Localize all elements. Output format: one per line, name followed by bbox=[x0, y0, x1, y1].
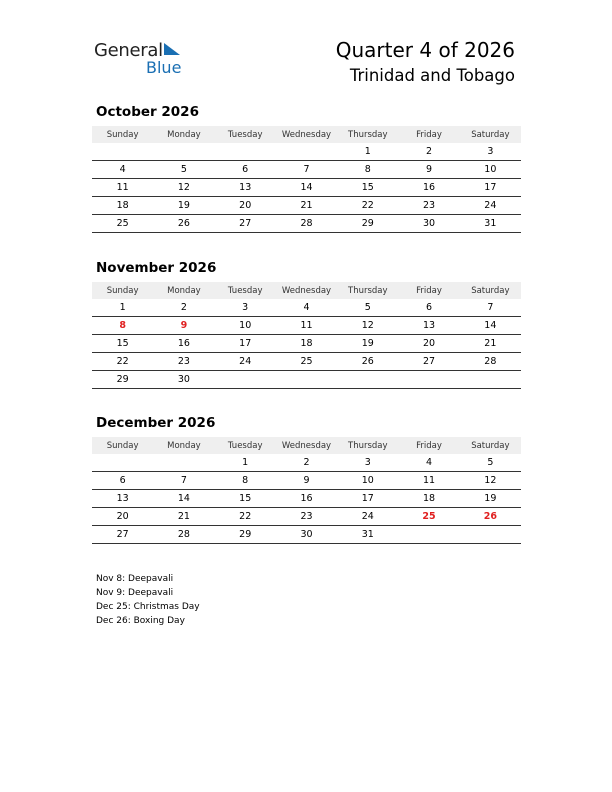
weekday-header: Sunday bbox=[92, 282, 153, 299]
day-cell: 25 bbox=[276, 353, 337, 371]
day-cell: 21 bbox=[276, 197, 337, 215]
day-cell: 12 bbox=[153, 179, 214, 197]
day-cell: 11 bbox=[398, 472, 459, 490]
day-cell: 4 bbox=[398, 454, 459, 472]
weekday-header: Tuesday bbox=[215, 126, 276, 143]
weekday-header: Wednesday bbox=[276, 126, 337, 143]
weekday-header: Friday bbox=[398, 282, 459, 299]
holiday-note: Nov 8: Deepavali bbox=[96, 574, 174, 584]
empty-day-cell bbox=[337, 371, 398, 389]
day-cell: 13 bbox=[92, 490, 153, 508]
empty-day-cell bbox=[92, 454, 153, 472]
day-cell: 17 bbox=[460, 179, 521, 197]
weekday-header: Monday bbox=[153, 437, 214, 454]
day-cell: 7 bbox=[460, 299, 521, 317]
day-cell: 16 bbox=[398, 179, 459, 197]
holiday-note: Nov 9: Deepavali bbox=[96, 588, 174, 598]
day-cell: 9 bbox=[276, 472, 337, 490]
weekday-header: Monday bbox=[153, 282, 214, 299]
day-cell: 18 bbox=[276, 335, 337, 353]
day-cell: 4 bbox=[92, 161, 153, 179]
day-cell: 29 bbox=[92, 371, 153, 389]
day-cell: 2 bbox=[276, 454, 337, 472]
week-row bbox=[92, 490, 521, 508]
week-row bbox=[92, 161, 521, 179]
day-cell: 23 bbox=[276, 508, 337, 526]
week-row bbox=[92, 353, 521, 371]
day-cell: 26 bbox=[153, 215, 214, 233]
week-row bbox=[92, 371, 521, 389]
week-row bbox=[92, 299, 521, 317]
day-cell: 21 bbox=[460, 335, 521, 353]
day-cell: 15 bbox=[337, 179, 398, 197]
empty-day-cell bbox=[460, 526, 521, 544]
day-cell: 15 bbox=[215, 490, 276, 508]
week-row bbox=[92, 317, 521, 335]
month-title: October 2026 bbox=[96, 104, 199, 120]
weekday-header: Tuesday bbox=[215, 437, 276, 454]
empty-day-cell bbox=[153, 454, 214, 472]
day-cell: 6 bbox=[92, 472, 153, 490]
week-row bbox=[92, 526, 521, 544]
day-cell: 8 bbox=[92, 317, 153, 335]
day-cell: 10 bbox=[337, 472, 398, 490]
week-row bbox=[92, 215, 521, 233]
calendar-table bbox=[92, 282, 521, 389]
weekday-header-row bbox=[92, 126, 521, 143]
day-cell: 23 bbox=[153, 353, 214, 371]
day-cell: 2 bbox=[153, 299, 214, 317]
day-cell: 30 bbox=[276, 526, 337, 544]
day-cell: 31 bbox=[337, 526, 398, 544]
day-cell: 19 bbox=[153, 197, 214, 215]
day-cell: 4 bbox=[276, 299, 337, 317]
day-cell: 1 bbox=[92, 299, 153, 317]
month-october bbox=[92, 104, 521, 233]
week-row bbox=[92, 179, 521, 197]
day-cell: 9 bbox=[153, 317, 214, 335]
empty-day-cell bbox=[153, 143, 214, 161]
day-cell: 12 bbox=[337, 317, 398, 335]
day-cell: 27 bbox=[215, 215, 276, 233]
day-cell: 6 bbox=[215, 161, 276, 179]
day-cell: 1 bbox=[337, 143, 398, 161]
day-cell: 6 bbox=[398, 299, 459, 317]
day-cell: 5 bbox=[153, 161, 214, 179]
day-cell: 7 bbox=[276, 161, 337, 179]
month-december bbox=[92, 415, 521, 544]
day-cell: 21 bbox=[153, 508, 214, 526]
day-cell: 30 bbox=[398, 215, 459, 233]
day-cell: 20 bbox=[215, 197, 276, 215]
day-cell: 26 bbox=[460, 508, 521, 526]
empty-day-cell bbox=[276, 371, 337, 389]
weekday-header: Friday bbox=[398, 126, 459, 143]
weekday-header: Thursday bbox=[337, 437, 398, 454]
holiday-note: Dec 25: Christmas Day bbox=[96, 602, 200, 612]
day-cell: 29 bbox=[337, 215, 398, 233]
day-cell: 3 bbox=[215, 299, 276, 317]
page-subtitle: Trinidad and Tobago bbox=[349, 66, 515, 85]
empty-day-cell bbox=[215, 143, 276, 161]
day-cell: 14 bbox=[460, 317, 521, 335]
week-row bbox=[92, 472, 521, 490]
weekday-header: Sunday bbox=[92, 437, 153, 454]
weekday-header: Monday bbox=[153, 126, 214, 143]
day-cell: 9 bbox=[398, 161, 459, 179]
calendar-table bbox=[92, 126, 521, 233]
month-november bbox=[92, 260, 521, 389]
day-cell: 12 bbox=[460, 472, 521, 490]
day-cell: 28 bbox=[460, 353, 521, 371]
day-cell: 27 bbox=[398, 353, 459, 371]
logo bbox=[94, 40, 194, 80]
day-cell: 11 bbox=[92, 179, 153, 197]
day-cell: 3 bbox=[337, 454, 398, 472]
weekday-header: Saturday bbox=[460, 282, 521, 299]
day-cell: 14 bbox=[276, 179, 337, 197]
day-cell: 5 bbox=[460, 454, 521, 472]
week-row bbox=[92, 508, 521, 526]
day-cell: 25 bbox=[398, 508, 459, 526]
day-cell: 25 bbox=[92, 215, 153, 233]
day-cell: 29 bbox=[215, 526, 276, 544]
day-cell: 16 bbox=[276, 490, 337, 508]
weekday-header: Wednesday bbox=[276, 437, 337, 454]
empty-day-cell bbox=[398, 526, 459, 544]
month-title: November 2026 bbox=[96, 260, 217, 276]
day-cell: 19 bbox=[337, 335, 398, 353]
day-cell: 10 bbox=[215, 317, 276, 335]
day-cell: 14 bbox=[153, 490, 214, 508]
day-cell: 23 bbox=[398, 197, 459, 215]
month-title: December 2026 bbox=[96, 415, 216, 431]
day-cell: 24 bbox=[215, 353, 276, 371]
week-row bbox=[92, 335, 521, 353]
weekday-header-row bbox=[92, 282, 521, 299]
day-cell: 26 bbox=[337, 353, 398, 371]
day-cell: 20 bbox=[92, 508, 153, 526]
day-cell: 17 bbox=[215, 335, 276, 353]
page-title: Quarter 4 of 2026 bbox=[335, 38, 515, 62]
week-row bbox=[92, 454, 521, 472]
day-cell: 17 bbox=[337, 490, 398, 508]
day-cell: 28 bbox=[276, 215, 337, 233]
day-cell: 11 bbox=[276, 317, 337, 335]
day-cell: 10 bbox=[460, 161, 521, 179]
day-cell: 18 bbox=[398, 490, 459, 508]
logo-triangle-icon bbox=[160, 43, 180, 57]
day-cell: 22 bbox=[92, 353, 153, 371]
empty-day-cell bbox=[276, 143, 337, 161]
day-cell: 8 bbox=[337, 161, 398, 179]
day-cell: 1 bbox=[215, 454, 276, 472]
day-cell: 31 bbox=[460, 215, 521, 233]
weekday-header: Saturday bbox=[460, 437, 521, 454]
day-cell: 30 bbox=[153, 371, 214, 389]
logo-word-blue: Blue bbox=[146, 58, 182, 77]
logo-word-general: General bbox=[94, 40, 163, 61]
day-cell: 24 bbox=[337, 508, 398, 526]
weekday-header-row bbox=[92, 437, 521, 454]
day-cell: 2 bbox=[398, 143, 459, 161]
day-cell: 8 bbox=[215, 472, 276, 490]
weekday-header: Thursday bbox=[337, 282, 398, 299]
empty-day-cell bbox=[215, 371, 276, 389]
week-row bbox=[92, 143, 521, 161]
day-cell: 5 bbox=[337, 299, 398, 317]
empty-day-cell bbox=[398, 371, 459, 389]
weekday-header: Thursday bbox=[337, 126, 398, 143]
empty-day-cell bbox=[460, 371, 521, 389]
day-cell: 28 bbox=[153, 526, 214, 544]
week-row bbox=[92, 197, 521, 215]
day-cell: 13 bbox=[398, 317, 459, 335]
day-cell: 24 bbox=[460, 197, 521, 215]
empty-day-cell bbox=[92, 143, 153, 161]
weekday-header: Friday bbox=[398, 437, 459, 454]
day-cell: 16 bbox=[153, 335, 214, 353]
day-cell: 3 bbox=[460, 143, 521, 161]
holiday-notes bbox=[96, 572, 200, 628]
weekday-header: Saturday bbox=[460, 126, 521, 143]
day-cell: 22 bbox=[215, 508, 276, 526]
day-cell: 20 bbox=[398, 335, 459, 353]
day-cell: 7 bbox=[153, 472, 214, 490]
day-cell: 27 bbox=[92, 526, 153, 544]
weekday-header: Sunday bbox=[92, 126, 153, 143]
day-cell: 22 bbox=[337, 197, 398, 215]
holiday-note: Dec 26: Boxing Day bbox=[96, 616, 185, 626]
weekday-header: Wednesday bbox=[276, 282, 337, 299]
day-cell: 13 bbox=[215, 179, 276, 197]
calendar-table bbox=[92, 437, 521, 544]
day-cell: 18 bbox=[92, 197, 153, 215]
weekday-header: Tuesday bbox=[215, 282, 276, 299]
day-cell: 19 bbox=[460, 490, 521, 508]
day-cell: 15 bbox=[92, 335, 153, 353]
